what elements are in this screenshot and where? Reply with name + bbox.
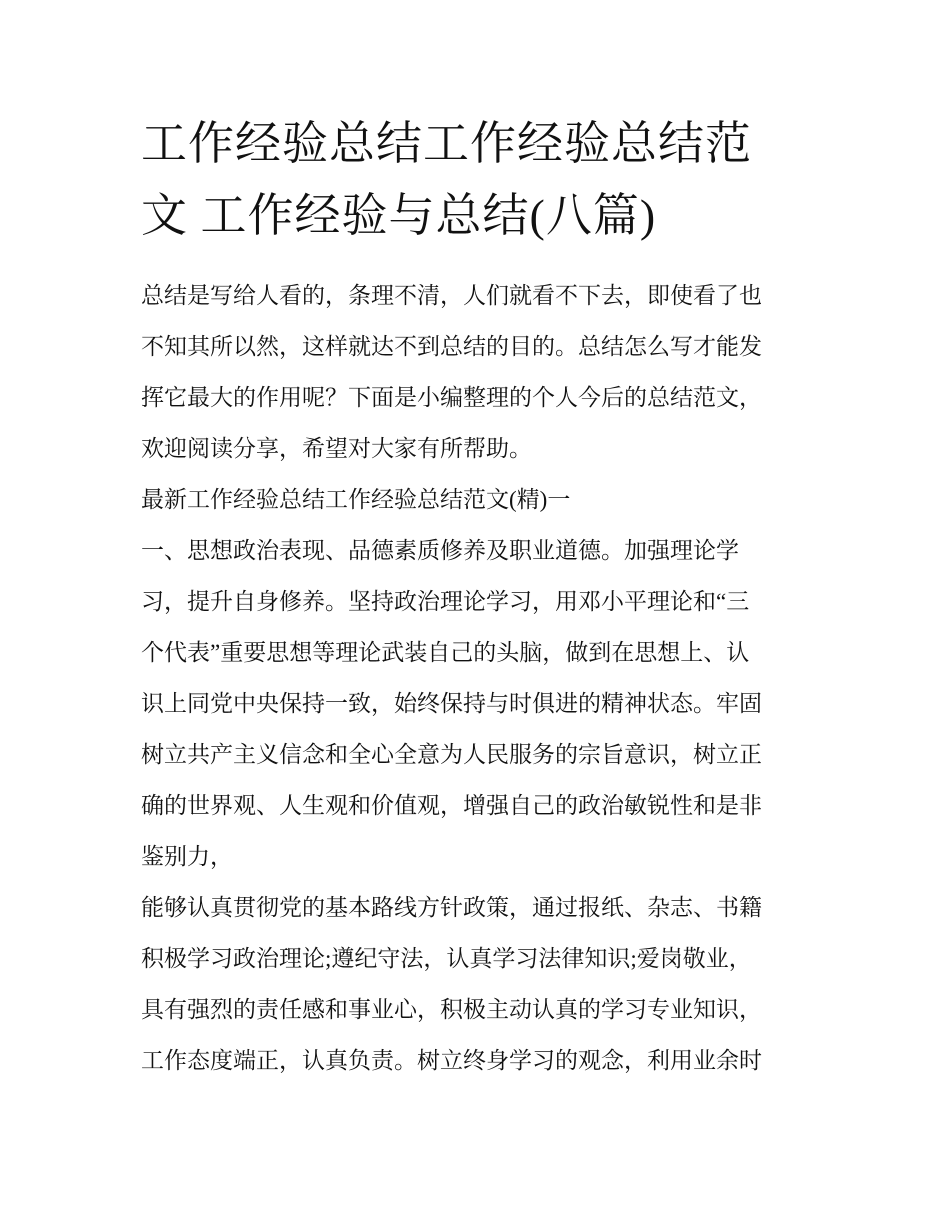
intro-line: 总结是写给人看的，条理不清，人们就看不下去，即使看了也 [141,283,762,308]
section-heading: 最新工作经验总结工作经验总结范文(精)一 [141,487,571,512]
intro-line: 不知其所以然，这样就达不到总结的目的。总结怎么写才能发 [141,334,762,359]
intro-line: 挥它最大的作用呢？下面是小编整理的个人今后的总结范文， [141,385,762,410]
intro-line: 欢迎阅读分享，希望对大家有所帮助。 [141,436,532,461]
paragraph-line: 识上同党中央保持一致，始终保持与时俱进的精神状态。牢固 [141,691,762,716]
paragraph-line: 习，提升自身修养。坚持政治理论学习，用邓小平理论和“三 [141,589,750,614]
paragraph-line: 树立共产主义信念和全心全意为人民服务的宗旨意识，树立正 [141,742,762,767]
title-line: 文 工作经验与总结(八篇) [141,190,657,241]
title-spacer [141,252,813,270]
title-line: 工作经验总结工作经验总结范 [141,118,752,169]
paragraph-line: 确的世界观、人生观和价值观，增强自己的政治敏锐性和是非 [141,793,762,818]
paragraph-line: 个代表”重要思想等理论武装自己的头脑，做到在思想上、认 [141,640,750,665]
paragraph-line: 鉴别力， [141,844,233,869]
paragraph-line: 具有强烈的责任感和事业心，积极主动认真的学习专业知识， [141,997,762,1022]
paragraph-line: 积极学习政治理论;遵纪守法，认真学习法律知识;爱岗敬业， [141,946,752,971]
document-content [141,108,813,1086]
body-text [141,270,813,1086]
paragraph-line: 能够认真贯彻党的基本路线方针政策，通过报纸、杂志、书籍 [141,895,762,920]
document-title [141,108,813,252]
paragraph-line: 一、思想政治表现、品德素质修养及职业道德。加强理论学 [141,538,739,563]
paragraph-line: 工作态度端正，认真负责。树立终身学习的观念，利用业余时 [141,1048,762,1073]
